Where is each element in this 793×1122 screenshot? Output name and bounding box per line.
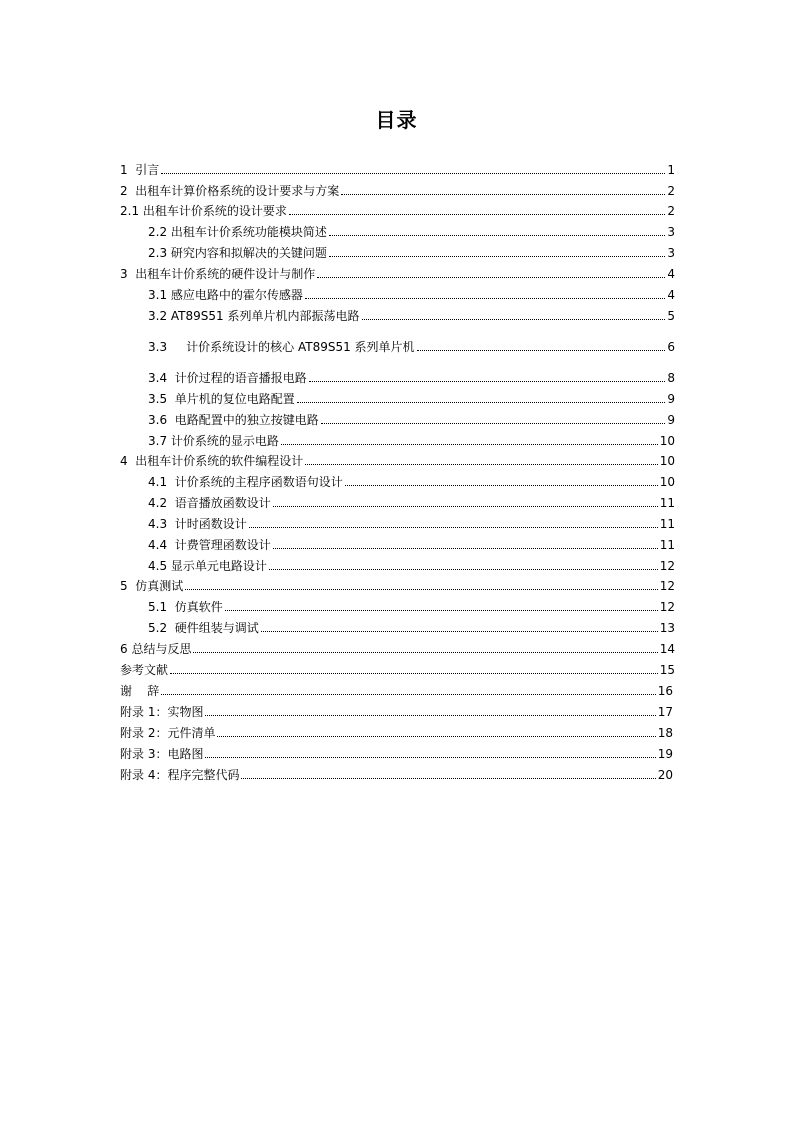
toc-entry-label: 感应电路中的霍尔传感器 [170, 288, 303, 302]
dot-leader [269, 569, 658, 570]
toc-entry-page-number: 11 [659, 496, 675, 510]
toc-entry-number: 2.1 [120, 204, 143, 218]
toc-entry-page-number: 19 [657, 747, 673, 761]
toc-entry-number: 3.6 [148, 413, 175, 427]
dot-leader [193, 652, 657, 653]
toc-entry-page-number: 8 [667, 371, 675, 385]
toc-entry-number: 5.1 [148, 600, 175, 614]
toc-entry-label: 仿真测试 [135, 579, 184, 593]
toc-entry-number: 3 [120, 267, 136, 281]
toc-entry-number: 2.3 [148, 246, 171, 260]
toc-entry-page-number: 2 [667, 184, 675, 198]
dot-leader [329, 235, 665, 236]
dot-leader [329, 256, 665, 257]
toc-entry-page-number: 9 [667, 392, 675, 406]
toc-entry-label: 显示单元电路设计 [170, 559, 267, 573]
toc-entry-page-number: 12 [659, 600, 675, 614]
toc-entry-page-number: 6 [667, 340, 675, 354]
toc-entry [120, 453, 675, 469]
toc-entry-number: 2 [120, 184, 136, 198]
toc-entry-page-number: 10 [659, 434, 675, 448]
dot-leader [273, 548, 658, 549]
toc-entry-number: 3.5 [148, 392, 175, 406]
toc-entry-label: 谢 辞 [120, 684, 160, 698]
toc-entry [148, 558, 675, 574]
toc-entry [120, 704, 673, 720]
toc-entry-page-number: 11 [659, 517, 675, 531]
toc-entry-label: 总结与反思 [131, 642, 192, 656]
toc-entry-page-number: 2 [667, 204, 675, 218]
toc-entry [148, 245, 675, 261]
dot-leader [341, 194, 665, 195]
toc-entry-number: 4.2 [148, 496, 175, 510]
toc-entry-number: 4.1 [148, 475, 175, 489]
toc-entry-label: 出租车计算价格系统的设计要求与方案 [135, 184, 340, 198]
toc-entry-page-number: 16 [657, 684, 673, 698]
dot-leader [417, 350, 666, 351]
dot-leader [317, 277, 665, 278]
dot-leader [161, 173, 665, 174]
toc-entry-number: 4.4 [148, 538, 175, 552]
toc-entry-label: 研究内容和拟解决的关键问题 [170, 246, 327, 260]
dot-leader [345, 485, 658, 486]
dot-leader [305, 298, 665, 299]
toc-entry [120, 641, 675, 657]
toc-entry [120, 203, 675, 219]
toc-entry-number: 6 [120, 642, 132, 656]
toc-entry-number: 3.1 [148, 288, 171, 302]
toc-entry-page-number: 13 [659, 621, 675, 635]
toc-entry-label: 单片机的复位电路配置 [174, 392, 295, 406]
dot-leader [241, 778, 655, 779]
toc-entry-number: 2.2 [148, 225, 171, 239]
toc-entry-label: 计价系统设计的核心 AT89S51 系列单片机 [186, 340, 415, 354]
dot-leader [249, 527, 658, 528]
toc-entry-label: 引言 [135, 163, 160, 177]
dot-leader [362, 319, 666, 320]
toc-entry-label: 电路配置中的独立按键电路 [174, 413, 319, 427]
toc-entry-label: 计价系统的主程序函数语句设计 [174, 475, 343, 489]
toc-entry [148, 224, 675, 240]
toc-entry-label: 出租车计价系统功能模块简述 [170, 225, 327, 239]
page-title: 目录 [375, 108, 418, 132]
toc-entry-page-number: 10 [659, 454, 675, 468]
toc-entry-page-number: 10 [659, 475, 675, 489]
toc-entry [148, 474, 675, 490]
toc-entry-number: 5 [120, 579, 136, 593]
toc-entry-label: 出租车计价系统的硬件设计与制作 [135, 267, 316, 281]
toc-entry-label: 计价系统的显示电路 [170, 434, 279, 448]
toc-entry [120, 725, 673, 741]
toc-entry-label: 附录 1：实物图 [120, 705, 204, 719]
toc-entry-page-number: 3 [667, 246, 675, 260]
toc-entry-label: 附录 4：程序完整代码 [120, 768, 240, 782]
toc-entry-label: 出租车计价系统的软件编程设计 [135, 454, 304, 468]
toc-entry [148, 433, 675, 449]
dot-leader [297, 402, 666, 403]
toc-entry [120, 683, 673, 699]
toc-entry-label: 计价过程的语音播报电路 [174, 371, 307, 385]
toc-entry-label: 仿真软件 [174, 600, 223, 614]
dot-leader [185, 589, 657, 590]
toc-entry-page-number: 15 [659, 663, 675, 677]
toc-entry-label: 硬件组装与调试 [174, 621, 259, 635]
toc-entry-number: 1 [120, 163, 136, 177]
toc-entry-page-number: 20 [657, 768, 673, 782]
dot-leader [321, 423, 666, 424]
toc-entry-page-number: 4 [667, 267, 675, 281]
toc-entry-page-number: 14 [659, 642, 675, 656]
toc-entry [120, 767, 673, 783]
toc-entry-number: 3.3 [148, 340, 187, 354]
toc-entry [148, 620, 675, 636]
toc-entry-label: 语音播放函数设计 [174, 496, 271, 510]
toc-entry-number: 3.7 [148, 434, 171, 448]
toc-entry-page-number: 1 [667, 163, 675, 177]
toc-entry [120, 162, 675, 178]
dot-leader [161, 694, 655, 695]
toc-entry [120, 578, 675, 594]
dot-leader [305, 464, 657, 465]
dot-leader [273, 506, 658, 507]
dot-leader [225, 610, 658, 611]
toc-entry [120, 662, 675, 678]
toc-entry-label: 附录 3：电路图 [120, 747, 204, 761]
dot-leader [170, 673, 658, 674]
toc-entry [148, 599, 675, 615]
toc-entry [148, 516, 675, 532]
toc-entry-number: 5.2 [148, 621, 175, 635]
toc-entry [148, 287, 675, 303]
toc-entry-page-number: 11 [659, 538, 675, 552]
toc-entry [120, 266, 675, 282]
toc-entry-page-number: 12 [659, 579, 675, 593]
dot-leader [261, 631, 658, 632]
toc-entry-number: 4 [120, 454, 136, 468]
dot-leader [289, 214, 665, 215]
toc-entry-label: AT89S51 系列单片机内部振荡电路 [170, 309, 360, 323]
toc-entry-page-number: 5 [667, 309, 675, 323]
dot-leader [217, 736, 655, 737]
toc-entry-page-number: 12 [659, 559, 675, 573]
toc-entry-number: 4.3 [148, 517, 175, 531]
toc-entry-page-number: 18 [657, 726, 673, 740]
toc-entry-page-number: 3 [667, 225, 675, 239]
toc-entry [148, 412, 675, 428]
toc-entry-number: 4.5 [148, 559, 171, 573]
toc-entry-label: 出租车计价系统的设计要求 [142, 204, 287, 218]
toc-entry-number: 3.2 [148, 309, 171, 323]
toc-entry-label: 附录 2：元件清单 [120, 726, 216, 740]
toc-entry [148, 495, 675, 511]
dot-leader [281, 444, 658, 445]
toc-entry [120, 183, 675, 199]
toc-entry [120, 746, 673, 762]
dot-leader [205, 757, 655, 758]
toc-entry-number: 3.4 [148, 371, 175, 385]
toc-entry-page-number: 9 [667, 413, 675, 427]
toc-entry-label: 计费管理函数设计 [174, 538, 271, 552]
toc-entry-page-number: 17 [657, 705, 673, 719]
toc-entry [148, 339, 675, 355]
toc-entry [148, 308, 675, 324]
toc-entry-page-number: 4 [667, 288, 675, 302]
dot-leader [205, 715, 655, 716]
dot-leader [309, 381, 666, 382]
toc-entry-label: 计时函数设计 [174, 517, 247, 531]
toc-entry [148, 370, 675, 386]
toc-entry [148, 391, 675, 407]
toc-entry [148, 537, 675, 553]
toc-entry-label: 参考文献 [120, 663, 169, 677]
